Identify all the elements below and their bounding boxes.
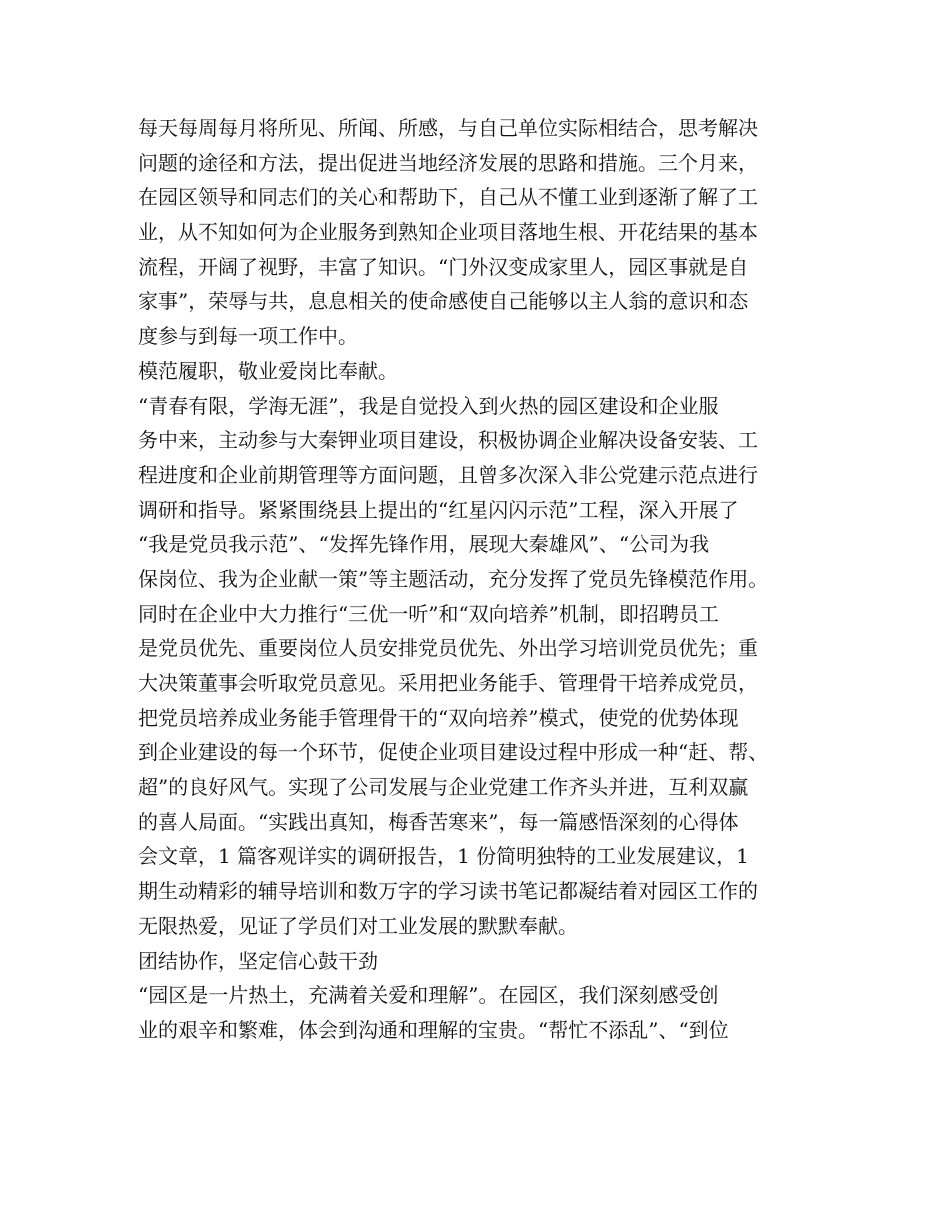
text-line-20: 超”的良好风气。实现了公司发展与企业党建工作齐头并进，互利双赢 <box>138 775 749 800</box>
text-line-15: 同时在企业中大力推行“三优一听”和“双向培养”机制，即招聘员工 <box>138 601 719 626</box>
text-line-18: 把党员培养成业务能手管理骨干的“双向培养”模式，使党的优势体现 <box>138 705 739 730</box>
text-line-23: 期生动精彩的辅导培训和数万字的学习读书笔记都凝结着对园区工作的 <box>138 879 758 904</box>
text-line-14: 保岗位、我为企业献一策”等主题活动，充分发挥了党员先锋模范作用。 <box>138 566 769 591</box>
text-line-10: 务中来，主动参与大秦钾业项目建设，积极协调企业解决设备安装、工 <box>138 428 758 453</box>
section-heading-2: 团结协作，坚定信心鼓干劲 <box>138 948 378 973</box>
text-line-19: 到企业建设的每一个环节，促使企业项目建设过程中形成一种“赶、帮、 <box>138 740 769 765</box>
text-line-2: 问题的途径和方法，提出促进当地经济发展的思路和措施。三个月来， <box>138 150 758 175</box>
text-line-27: 业的艰辛和繁难，体会到沟通和理解的宝贵。“帮忙不添乱”、“到位 <box>138 1017 729 1042</box>
text-line-13: “我是党员我示范”、“发挥先锋作用，展现大秦雄风”、“公司为我 <box>138 532 710 557</box>
text-line-9: “青春有限，学海无涯”，我是自觉投入到火热的园区建设和企业服 <box>138 393 719 418</box>
text-line-3: 在园区领导和同志们的关心和帮助下，自己从不懂工业到逐渐了解了工 <box>138 185 758 210</box>
text-line-22: 会文章，1 篇客观详实的调研报告，1 份简明独特的工业发展建议，1 <box>138 844 749 869</box>
text-line-11: 程进度和企业前期管理等方面问题，且曾多次深入非公党建示范点进行 <box>138 462 758 487</box>
text-line-26: “园区是一片热土，充满着关爱和理解”。在园区，我们深刻感受创 <box>138 983 719 1008</box>
text-line-21: 的喜人局面。“实践出真知，梅香苦寒来”，每一篇感悟深刻的心得体 <box>138 809 739 834</box>
text-line-4: 业，从不知如何为企业服务到熟知企业项目落地生根、开花结果的基本 <box>138 220 758 245</box>
text-line-16: 是党员优先、重要岗位人员安排党员优先、外出学习培训党员优先；重 <box>138 636 758 661</box>
text-line-6: 家事”，荣辱与共，息息相关的使命感使自己能够以主人翁的意识和态 <box>138 289 749 314</box>
text-line-5: 流程，开阔了视野，丰富了知识。“门外汉变成家里人，园区事就是自 <box>138 254 749 279</box>
text-line-24: 无限热爱，见证了学员们对工业发展的默默奉献。 <box>138 913 578 938</box>
body-text <box>138 111 828 1048</box>
text-line-17: 大决策董事会听取党员意见。采用把业务能手、管理骨干培养成党员， <box>138 671 758 695</box>
text-line-12: 调研和指导。紧紧围绕县上提出的“红星闪闪示范”工程，深入开展了 <box>138 497 739 522</box>
section-heading-1: 模范履职，敬业爱岗比奉献。 <box>138 358 398 383</box>
text-line-1: 每天每周每月将所见、所闻、所感，与自己单位实际相结合，思考解决 <box>138 116 758 140</box>
text-line-7: 度参与到每一项工作中。 <box>138 324 358 349</box>
